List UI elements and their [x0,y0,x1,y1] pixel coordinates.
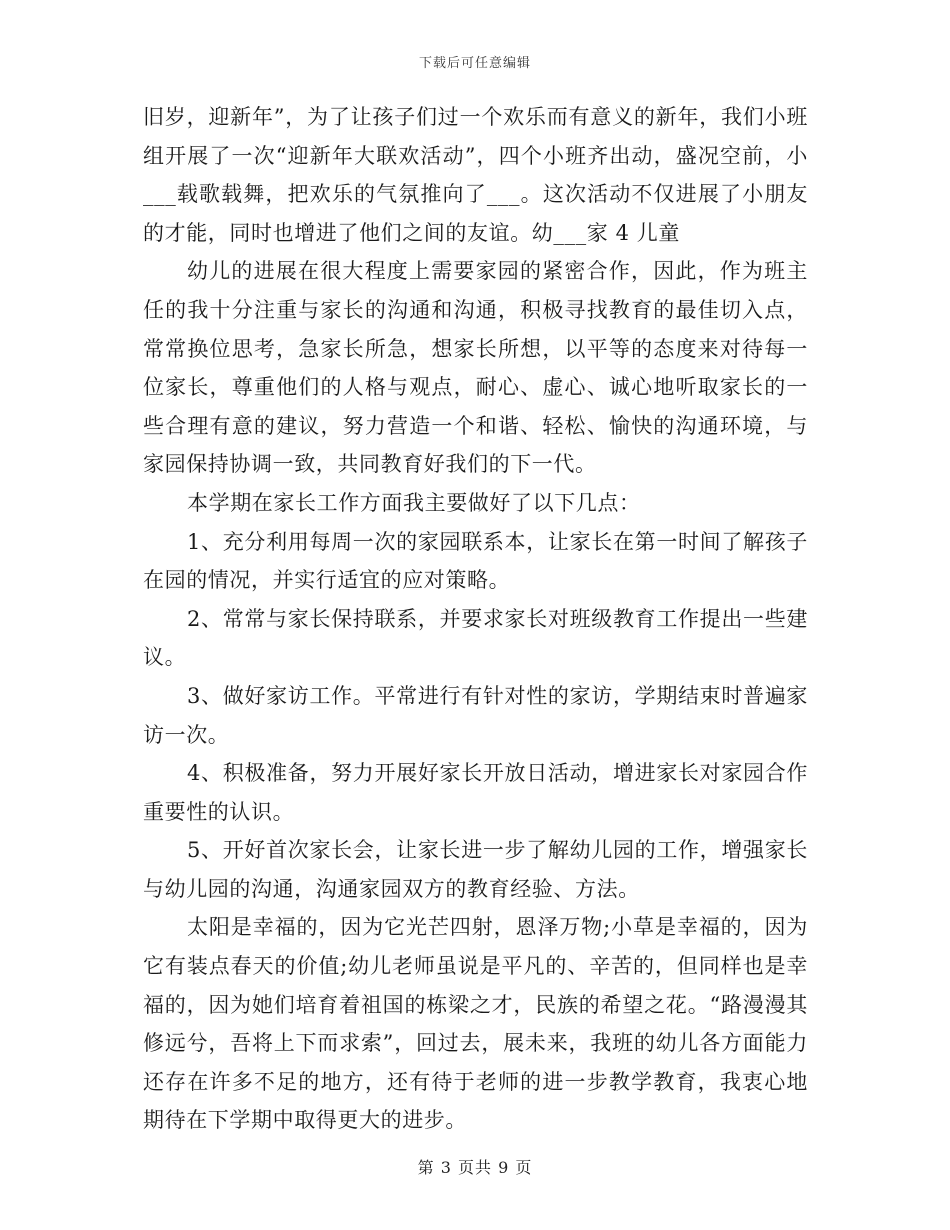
paragraph-1: 旧岁，迎新年”，为了让孩子们过一个欢乐而有意义的新年，我们小班组开展了一次“迎新年大联欢活动”，四个小班齐出动，盛况空前，小___载歌载舞，把欢乐的气氛推向了___。这次活动不仅进展了小朋友的才能，同时也增进了他们之间的友谊。幼___家 4 儿童 [143,105,808,245]
list-item-5: 5、开好首次家长会，让家长进一步了解幼儿园的工作，增强家长与幼儿园的沟通，沟通家园双方的教育经验、方法。 [143,838,808,901]
list-item-1: 1、充分利用每周一次的家园联系本，让家长在第一时间了解孩子在园的情况，并实行适宜的应对策略。 [143,529,808,593]
page-number: 第 3 页共 9 页 [417,1158,533,1177]
paragraph-2: 幼儿的进展在很大程度上需要家园的紧密合作，因此，作为班主任的我十分注重与家长的沟通和沟通，积极寻找教育的最佳切入点，常常换位思考，急家长所急，想家长所想，以平等的态度来对待每一位家长，尊重他们的人格与观点，耐心、虚心、诚心地听取家长的一些合理有意的建议，努力营造一个和谐、轻松、愉快的沟通环境，与家园保持协调一致，共同教育好我们的下一代。 [143,259,808,477]
paragraph-closing: 太阳是幸福的，因为它光芒四射，恩泽万物;小草是幸福的，因为它有装点春天的价值;幼儿老师虽说是平凡的、辛苦的，但同样也是幸福的，因为她们培育着祖国的栋梁之才，民族的希望之花。“路漫漫其修远兮，吾将上下而求索”，回过去，展未来，我班的幼儿各方面能力还存在许多不足的地方，还有待于老师的进一步教学教育，我衷心地期待在下学期中取得更大的进步。 [143,915,808,1133]
page-header: 下载后可任意编辑 [418,56,531,71]
document-body [143,98,808,1140]
list-item-2: 2、常常与家长保持联系，并要求家长对班级教育工作提出一些建议。 [143,606,808,670]
list-item-4: 4、积极准备，努力开展好家长开放日活动，增进家长对家园合作重要性的认识。 [143,761,808,824]
list-item-3: 3、做好家访工作。平常进行有针对性的家访，学期结束时普遍家访一次。 [143,683,808,747]
paragraph-3: 本学期在家长工作方面我主要做好了以下几点： [187,490,641,515]
